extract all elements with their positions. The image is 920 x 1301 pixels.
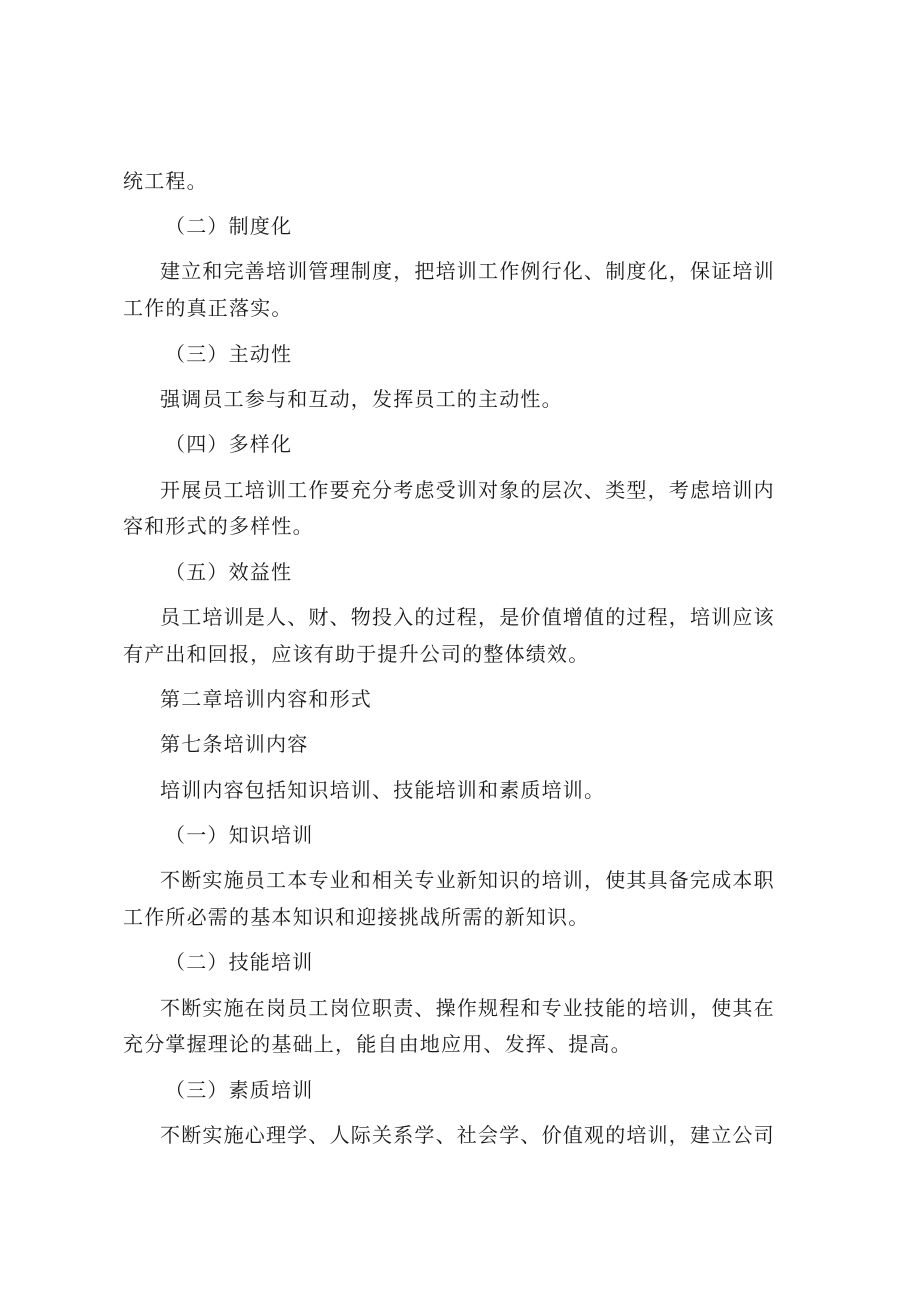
section-heading-diversity: （四）多样化 [165,432,293,456]
paragraph-line: 开展员工培训工作要充分考虑受训对象的层次、类型，考虑培训内 [160,478,775,502]
paragraph-line: 培训内容包括知识培训、技能培训和素质培训。 [160,778,606,802]
paragraph-line: 工作所必需的基本知识和迎接挑战所需的新知识。 [123,905,590,929]
paragraph-line: 建立和完善培训管理制度，把培训工作例行化、制度化，保证培训 [160,259,775,283]
paragraph-line: 工作的真正落实。 [123,296,293,320]
paragraph-continuation: 统工程。 [123,169,208,193]
article-title: 第七条培训内容 [160,732,309,756]
section-heading-effectiveness: （五）效益性 [165,560,293,584]
paragraph-line: 容和形式的多样性。 [123,514,314,538]
section-heading-systematization: （二）制度化 [165,214,293,238]
paragraph-line: 充分掌握理论的基础上，能自由地应用、发挥、提高。 [123,1032,632,1056]
section-heading-skills-training: （二）技能培训 [165,950,314,974]
section-heading-initiative: （三）主动性 [165,342,293,366]
paragraph-line: 不断实施员工本专业和相关专业新知识的培训，使其具备完成本职 [160,868,775,892]
paragraph-line: 不断实施在岗员工岗位职责、操作规程和专业技能的培训，使其在 [160,996,775,1020]
section-heading-knowledge-training: （一）知识培训 [165,823,314,847]
paragraph-line: 员工培训是人、财、物投入的过程，是价值增值的过程，培训应该 [160,605,775,629]
chapter-title: 第二章培训内容和形式 [160,687,372,711]
paragraph-line: 强调员工参与和互动，发挥员工的主动性。 [160,387,563,411]
paragraph-line: 不断实施心理学、人际关系学、社会学、价值观的培训，建立公司 [160,1123,775,1147]
paragraph-line: 有产出和回报，应该有助于提升公司的整体绩效。 [123,642,590,666]
section-heading-quality-training: （三）素质培训 [165,1078,314,1102]
